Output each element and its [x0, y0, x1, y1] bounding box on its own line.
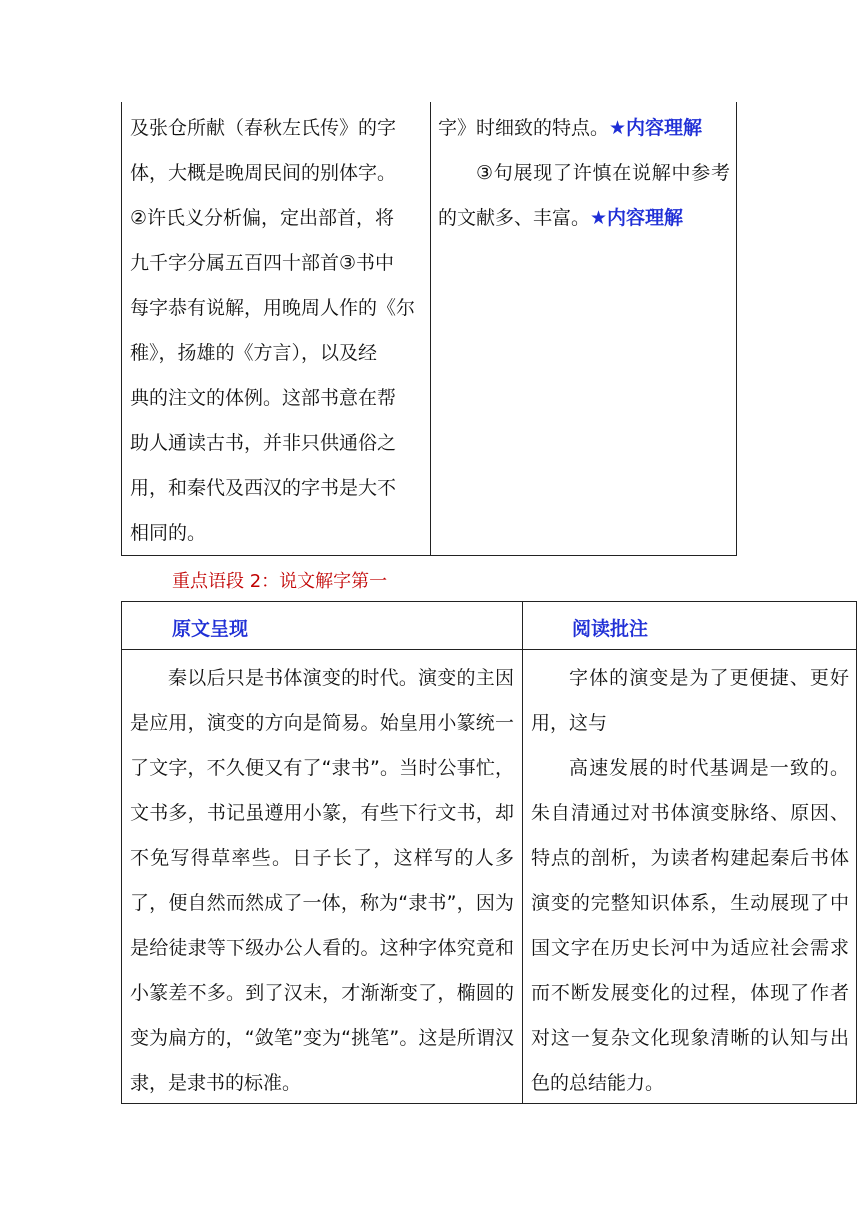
text-line: 典的注文的体例。这部书意在帮	[130, 387, 397, 409]
header-annotation: 阅读批注	[572, 618, 649, 640]
text-line: 助人通读古书，并非只供通俗之	[130, 432, 397, 454]
text-line: 用，和秦代及西汉的字书是大不	[130, 477, 397, 499]
text-line: ②许氏义分析偏，定出部首，将	[130, 207, 395, 229]
annotation-paragraph	[438, 106, 730, 151]
section-title: 重点语段 2：说文解字第一	[172, 571, 388, 592]
annotation-paragraph: 字体的演变是为了更便捷、更好用，这与	[531, 667, 849, 734]
annotation-table-top	[121, 102, 737, 556]
header-divider	[122, 649, 856, 650]
original-text-cell	[130, 106, 424, 556]
text-line: 及张仓所献（春秋左氏传》的字	[130, 117, 397, 139]
column-divider	[522, 602, 523, 1103]
content-understanding-tag: ★内容理解	[609, 117, 703, 139]
text-line: 相同的。	[130, 522, 207, 544]
column-divider	[430, 102, 431, 555]
text-line: 体，大概是晚周民间的别体字。	[130, 162, 397, 184]
text-line: 九千字分属五百四十部首③书中	[130, 252, 395, 274]
original-text-cell: 秦以后只是书体演变的时代。演变的主因是应用，演变的方向是简易。始皇用小篆统一了文字，不久便又有了“隶书”。当时公事忙，文书多，书记虽遵用小篆，有些下行文书，却不免写得草率些。日子长了，这样写的人多了，便自然而然成了一体，称为“隶书”，因为是给徒隶等下级办公人看的。这种字体究竟和小篆差不多。到了汉末，才渐渐变了，椭圆的变为扁方的，“敛笔”变为“挑笔”。这是所谓汉隶，是隶书的标准。	[130, 667, 514, 1094]
annotation-paragraph	[438, 151, 730, 241]
annotation-table-bottom	[121, 601, 857, 1104]
text-line: 每字恭有说解，用晚周人作的《尔	[130, 297, 416, 319]
text-line: 稚》，扬雄的《方言），以及经	[130, 342, 378, 364]
annotation-text: 字》时细致的特点。	[438, 117, 610, 139]
annotation-cell	[438, 106, 730, 241]
content-understanding-tag: ★内容理解	[590, 207, 684, 229]
annotation-paragraph: 高速发展的时代基调是一致的。朱自清通过对书体演变脉络、原因、特点的剖析，为读者构建起秦后书体演变的完整知识体系，生动展现了中国文字在历史长河中为适应社会需求而不断发展变化的过程，体现了作者对这一复杂文化现象清晰的认知与出色的总结能力。	[531, 757, 849, 1094]
annotation-text: ③句展现了许慎在说解中参考的文献多、丰富。	[438, 162, 730, 229]
header-original-text: 原文呈现	[172, 618, 249, 640]
annotation-cell	[531, 656, 849, 1106]
